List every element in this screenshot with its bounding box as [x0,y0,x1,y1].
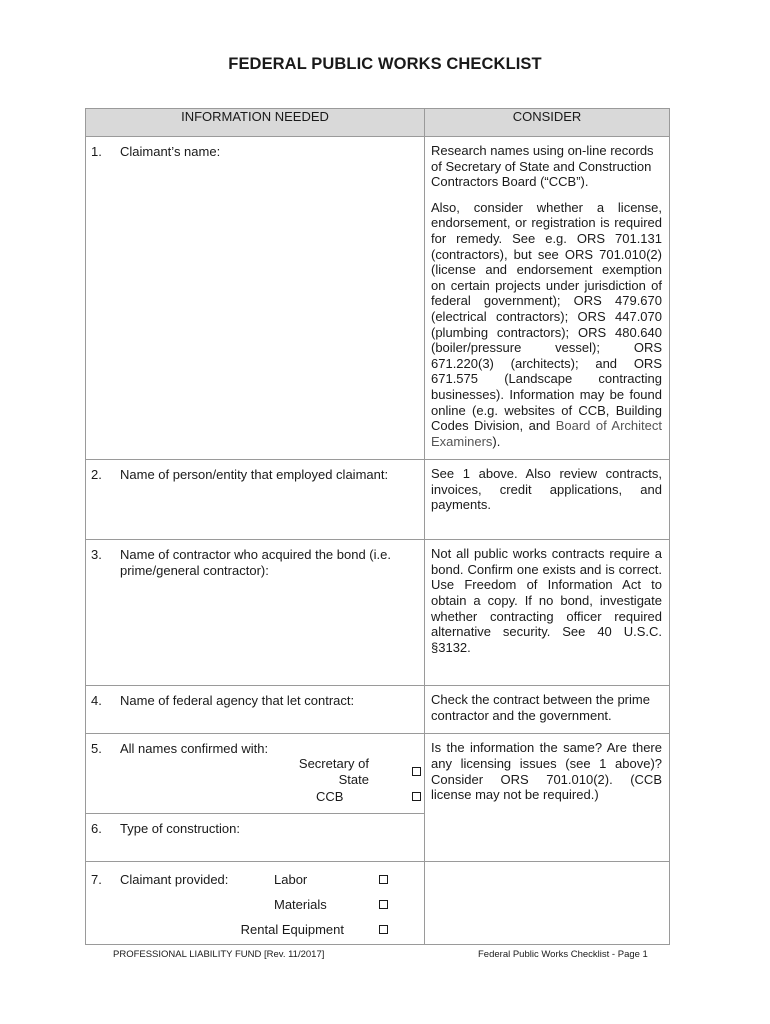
option-labor [91,867,418,892]
empty-checkbox-icon[interactable] [379,875,388,884]
board-of-architect-examiners-link[interactable]: Board of Architect Examiners [431,418,662,449]
item-label: Name of contractor who acquired the bond (i.e. prime/general contractor): [120,547,391,578]
option-label: Labor [274,871,308,887]
empty-checkbox-icon[interactable] [412,792,421,801]
item-label: Claimant’s name: [120,144,221,159]
option-materials [91,892,418,917]
table-row [86,460,670,540]
item-number: 2. [91,467,102,483]
item-number: 4. [91,693,102,709]
item-label: Type of construction: [120,821,240,837]
table-row [86,540,670,686]
empty-checkbox-icon[interactable] [412,767,421,776]
table-row [86,686,670,734]
consider-text: Research names using on-line records of Secretary of State and Construction Contractors Board (“CCB”). [431,143,654,190]
consider-text: Check the contract between the prime contractor and the government. [431,692,650,723]
option-label: Materials [274,896,327,912]
item-number: 7. [91,871,102,887]
item-label: Name of person/entity that employed claimant: [120,467,389,483]
option-label: Secretary of State [298,755,369,787]
header-row [86,109,670,137]
option-label: Rental Equipment [240,921,344,937]
item-label: Name of federal agency that let contract: [120,693,355,709]
item-label: Claimant provided: [120,871,229,887]
table-row [86,137,670,460]
empty-checkbox-icon[interactable] [379,900,388,909]
option-secretary-of-state [91,755,418,787]
consider-text: Not all public works contracts require a bond. Confirm one exists and is correct. Use Freedom of Information Act to obtain a copy. If no bond, investigate whether contracting officer required alternative security. See 40 U.S.C. §3132. [431,546,662,655]
consider-text [431,200,662,450]
table-row [86,862,670,945]
checklist-table [85,108,670,945]
option-ccb [91,784,418,809]
header-information-needed: INFORMATION NEEDED [86,109,425,137]
footer-page-number: Federal Public Works Checklist - Page 1 [478,949,648,960]
consider-text-tail: ). [492,433,501,449]
consider-text-part: Also, consider whether a license, endorsement, or registration is required for remedy. See e.g. ORS 701.131 (contractors), but see ORS 701.010(2) (license and endorsement exemption on certain projects under jurisdiction of federal government); ORS 479.670 (electrical contractors); ORS 447.070 (plumbing contractors); ORS 480.640 (boiler/pressure vessel); ORS 671.220(3) (architects); and ORS 671.575 (Landscape contracting businesses). Information may be found online (e.g. websites of CCB, Building Codes Division, and [431,199,662,434]
item-number: 1. [91,144,102,159]
page-title: FEDERAL PUBLIC WORKS CHECKLIST [228,55,542,73]
item-label: All names confirmed with: [120,741,269,757]
item-number: 6. [91,821,102,837]
empty-checkbox-icon[interactable] [379,925,388,934]
consider-text: See 1 above. Also review contracts, invoices, credit applications, and payments. [431,466,662,513]
table-row [86,734,670,814]
footer-left: PROFESSIONAL LIABILITY FUND [Rev. 11/2017] [113,949,325,960]
header-consider: CONSIDER [425,109,670,137]
table-row [86,814,670,862]
item-number: 5. [91,741,102,757]
item-number: 3. [91,547,102,563]
consider-text: Is the information the same? Are there any licensing issues (see 1 above)? Consider ORS 701.010(2). (CCB license may not be required.) [431,740,662,803]
option-rental-equipment [91,917,418,942]
option-label: CCB [316,788,344,804]
